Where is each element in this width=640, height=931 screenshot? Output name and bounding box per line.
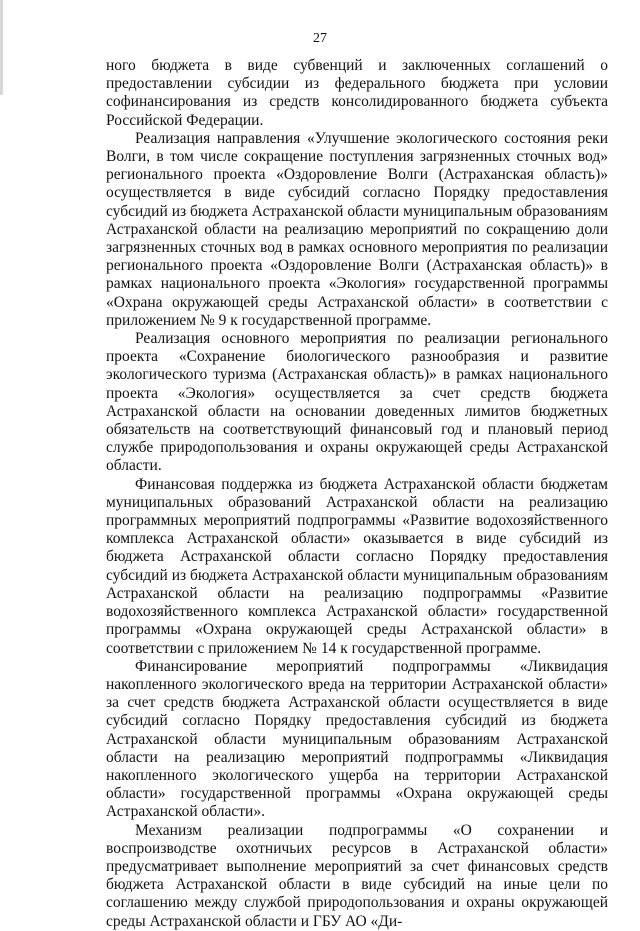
paragraph-volga-project: Реализация направления «Улучшение экологического состояния реки Волги, в том числе сокращение поступления загрязненных сточных вод» регионального проекта «Оздоровление Волги (Астраханская область)» осуществляется в виде субсидий согласно Порядку предоставления субсидий из бюджета Астраханской области муниципальным образованиям Астраханской области на реализацию мероприятий по сокращению доли загрязненных сточных вод в рамках основного мероприятия по реализации регионального проекта «Оздоровление Волги (Астраханская область)» в рамках национального проекта «Экология» государственной программы «Охрана окружающей среды Астраханской области» в соответствии с приложением № 9 к государственной программе. [106, 129, 608, 329]
page-number: 27 [313, 31, 327, 46]
paragraph-biodiversity-project: Реализация основного мероприятия по реализации регионального проекта «Сохранение биологического разнообразия и развитие экологического туризма (Астраханская область)» в рамках национального проекта «Экология» осуществляется за счет средств бюджета Астраханской области на основании доведенных лимитов бюджетных обязательств на соответствующий финансовый год и плановый период службе природопользования и охраны окружающей среды Астраханской области. [106, 330, 608, 475]
paragraph-continuation: ного бюджета в виде субвенций и заключенных соглашений о предоставлении субсидии из федерального бюджета при условии софинансирования из средств консолидированного бюджета субъекта Российской Федерации. [106, 57, 608, 129]
paragraph-hunting-resources: Механизм реализации подпрограммы «О сохранении и воспроизводстве охотничьих ресурсов в Астраханской области» предусматривает выполнение мероприятий за счет финансовых средств бюджета Астраханской области в виде субсидий на иные цели по соглашению между службой природопользования и охраны окружающей среды Астраханской области и ГБУ АО «Ди- [106, 821, 608, 930]
scan-edge-shadow [0, 0, 3, 95]
document-body [106, 57, 608, 931]
paragraph-environmental-damage: Финансирование мероприятий подпрограммы «Ликвидация накопленного экологического вреда на территории Астраханской области» за счет средств бюджета Астраханской области осуществляется в виде субсидий согласно Порядку предоставления субсидий из бюджета Астраханской области муниципальным образованиям Астраханской области на реализацию мероприятий подпрограммы «Ликвидация накопленного экологического ущерба на территории Астраханской области» государственной программы «Охрана окружающей среды Астраханской области». [106, 657, 608, 821]
paragraph-financial-support: Финансовая поддержка из бюджета Астраханской области бюджетам муниципальных образований Астраханской области на реализацию программных мероприятий подпрограммы «Развитие водохозяйственного комплекса Астраханской области» оказывается в виде субсидий из бюджета Астраханской области согласно Порядку предоставления субсидий из бюджета Астраханской области муниципальным образованиям Астраханской области на реализацию подпрограммы «Развитие водохозяйственного комплекса Астраханской области» государственной программы «Охрана окружающей среды Астраханской области» в соответствии с приложением № 14 к государственной программе. [106, 475, 608, 657]
